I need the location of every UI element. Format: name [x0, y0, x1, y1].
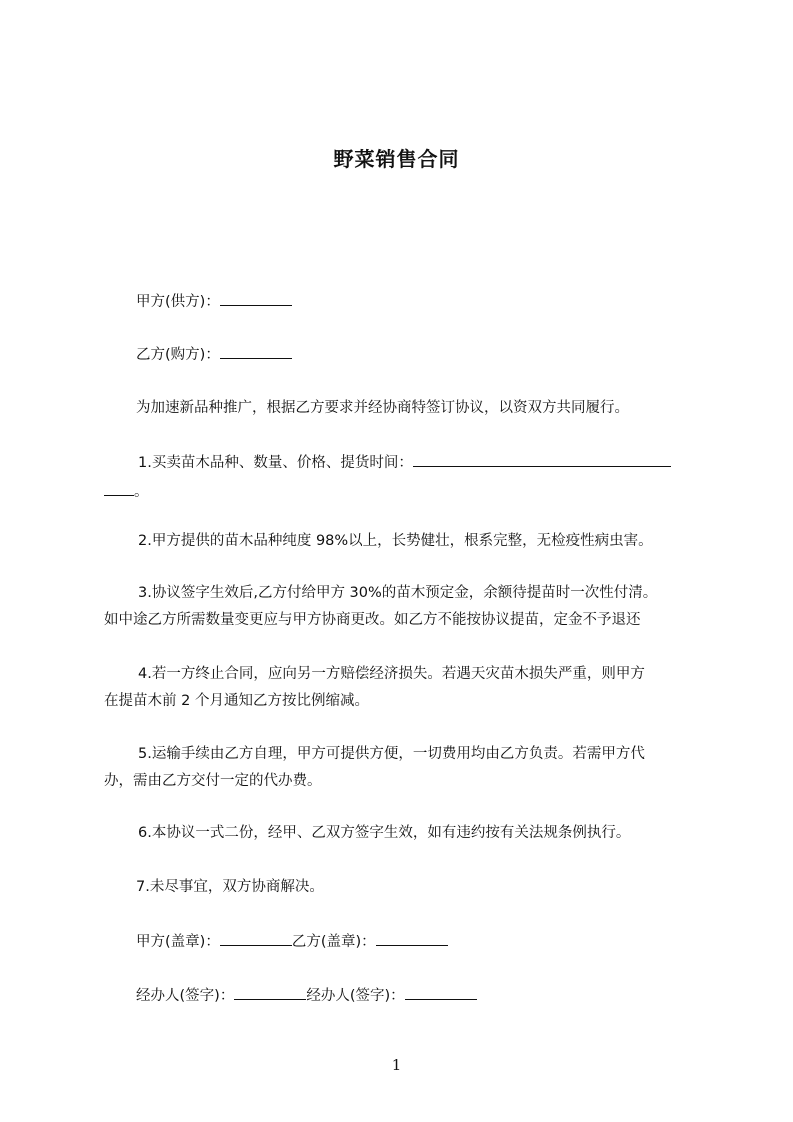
page-number: 1: [391, 1056, 402, 1074]
party-b-line: [136, 344, 292, 365]
clause-1-continuation: [104, 481, 149, 502]
seal-a-blank: [220, 931, 292, 946]
party-b-blank: [220, 344, 292, 359]
signature-line: [136, 985, 477, 1006]
party-a-line: [136, 291, 292, 312]
clause-1-end: 。: [134, 484, 149, 500]
clause-6: 6.本协议一式二份，经甲、乙双方签字生效，如有违约按有关法规条例执行。: [138, 825, 631, 841]
clause-1-text: 1.买卖苗木品种、数量、价格、提货时间：: [138, 455, 413, 471]
seal-a-label: 甲方(盖章)：: [136, 934, 220, 950]
clause-1-line: [138, 452, 671, 473]
clause-1-blank-cont: [104, 481, 134, 496]
clause-4-line-2: 在提苗木前 2 个月通知乙方按比例缩减。: [104, 693, 369, 709]
seal-line: [136, 931, 448, 952]
clause-2: 2.甲方提供的苗木品种纯度 98%以上，长势健壮，根系完整，无检疫性病虫害。: [138, 533, 653, 549]
document-title: 野菜销售合同: [333, 147, 460, 171]
sign-a-blank: [234, 985, 306, 1000]
seal-b-blank: [376, 931, 448, 946]
sign-b-label: 经办人(签字)：: [306, 988, 405, 1004]
clause-5-line-2: 办，需由乙方交付一定的代办费。: [104, 773, 322, 789]
intro-paragraph: 为加速新品种推广，根据乙方要求并经协商特签订协议，以资双方共同履行。: [136, 400, 629, 416]
clause-3-line-2: 如中途乙方所需数量变更应与甲方协商更改。如乙方不能按协议提苗，定金不予退还: [104, 612, 641, 628]
party-b-label: 乙方(购方)：: [136, 347, 220, 363]
seal-b-label: 乙方(盖章)：: [291, 934, 376, 950]
party-a-label: 甲方(供方)：: [136, 294, 220, 310]
sign-a-label: 经办人(签字)：: [136, 988, 235, 1004]
party-a-blank: [220, 291, 292, 306]
clause-4-line-1: 4.若一方终止合同，应向另一方赔偿经济损失。若遇天灾苗木损失严重，则甲方: [138, 666, 645, 682]
clause-7: 7.未尽事宜，双方协商解决。: [136, 879, 324, 895]
clause-3-line-1: 3.协议签字生效后,乙方付给甲方 30%的苗木预定金，余额待提苗时一次性付清。: [138, 585, 658, 601]
clause-1-blank: [413, 452, 671, 467]
clause-5-line-1: 5.运输手续由乙方自理，甲方可提供方便，一切费用均由乙方负责。若需甲方代: [138, 746, 645, 762]
sign-b-blank: [405, 985, 477, 1000]
